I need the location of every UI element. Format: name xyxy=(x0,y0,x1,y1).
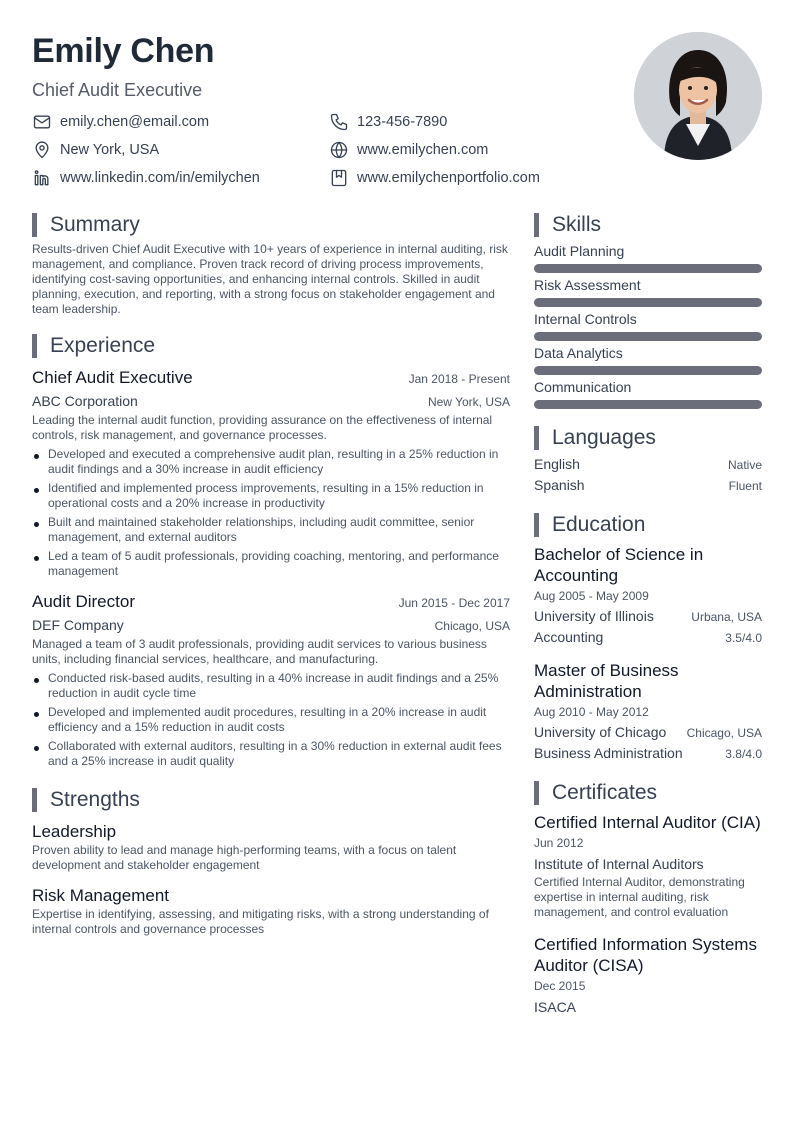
language-name: English xyxy=(534,456,580,472)
skill-item xyxy=(534,378,762,409)
certificate-date: Dec 2015 xyxy=(534,979,586,993)
strength-name: Risk Management xyxy=(32,886,170,905)
heading-accent-bar xyxy=(534,513,539,537)
skill-name: Communication xyxy=(534,379,632,395)
skills-heading: Skills xyxy=(552,213,602,236)
skill-name: Data Analytics xyxy=(534,345,623,361)
section-heading xyxy=(32,333,510,359)
job-bullet: Conducted risk-based audits, resulting in a 40% increase in audit findings and a 25% reduction in audit cycle time xyxy=(32,671,510,701)
job-dates: Jan 2018 - Present xyxy=(408,372,510,386)
strength-name: Leadership xyxy=(32,822,117,841)
job-location: New York, USA xyxy=(427,395,510,409)
section-heading xyxy=(32,787,510,813)
skill-item xyxy=(534,344,762,375)
certificates-section xyxy=(534,780,762,1016)
heading-accent-bar xyxy=(32,788,37,812)
languages-section xyxy=(534,425,762,494)
gpa: 3.8/4.0 xyxy=(725,747,762,761)
language-level: Native xyxy=(727,458,762,472)
education-entry xyxy=(534,544,762,646)
gpa: 3.5/4.0 xyxy=(725,631,762,645)
education-entry xyxy=(534,660,762,762)
section-heading xyxy=(534,780,762,806)
school-name: University of Illinois xyxy=(534,608,654,624)
school-name: University of Chicago xyxy=(534,724,667,740)
skill-name: Risk Assessment xyxy=(534,277,641,293)
strengths-section xyxy=(32,787,510,937)
mail-icon xyxy=(32,112,60,132)
job-bullet: Led a team of 5 audit professionals, providing coaching, mentoring, and performance management xyxy=(32,549,510,579)
job-entry xyxy=(32,367,510,579)
skill-item xyxy=(534,242,762,273)
contact-website[interactable] xyxy=(329,140,488,160)
heading-accent-bar xyxy=(534,213,539,237)
job-title: Audit Director xyxy=(32,592,135,611)
experience-heading: Experience xyxy=(50,334,156,357)
strength-description: Expertise in identifying, assessing, and mitigating risks, with a strong understanding of internal controls and governance processes xyxy=(32,907,489,936)
education-section xyxy=(534,512,762,762)
certificate-name: Certified Internal Auditor (CIA) xyxy=(534,813,761,832)
education-heading: Education xyxy=(552,513,646,536)
phone-icon xyxy=(329,112,357,132)
skill-level-bar xyxy=(534,264,762,273)
skill-level-bar xyxy=(534,298,762,307)
linkedin-icon xyxy=(32,168,60,188)
job-location: Chicago, USA xyxy=(434,619,510,633)
heading-accent-bar xyxy=(534,781,539,805)
skills-section xyxy=(534,212,762,409)
strength-description: Proven ability to lead and manage high-performing teams, with a focus on talent development and stakeholder engagement xyxy=(32,843,457,872)
phone-text: 123-456-7890 xyxy=(357,114,448,130)
certificate-name: Certified Information Systems Auditor (CISA) xyxy=(534,935,757,975)
job-entry xyxy=(32,591,510,769)
field-of-study: Accounting xyxy=(534,629,604,645)
heading-accent-bar xyxy=(32,334,37,358)
website-text: www.emilychen.com xyxy=(357,142,489,158)
job-description: Leading the internal audit function, providing assurance on the effectiveness of internal controls, risk management, and governance processes. xyxy=(32,413,493,442)
summary-text: Results-driven Chief Audit Executive with 10+ years of experience in internal auditing, risk management, and compliance. Proven track record of driving process improvements, identifying cost-saving opportunities, and enhancing internal controls. Skilled in audit planning, execution, and reporting, with a strong focus on stakeholder engagement and team leadership. xyxy=(32,242,508,316)
contact-email[interactable] xyxy=(32,112,209,132)
skill-level-bar xyxy=(534,366,762,375)
contact-portfolio[interactable] xyxy=(329,168,540,188)
contact-linkedin[interactable] xyxy=(32,168,260,188)
skill-name: Audit Planning xyxy=(534,243,625,259)
job-bullet: Identified and implemented process improvements, resulting in a 15% reduction in operational costs and a 20% increase in productivity xyxy=(32,481,510,511)
profile-photo xyxy=(634,32,762,160)
education-dates: Aug 2005 - May 2009 xyxy=(534,589,649,603)
contact-phone[interactable] xyxy=(329,112,447,132)
section-heading xyxy=(534,212,762,238)
job-bullet: Built and maintained stakeholder relationships, including audit committee, senior management, and external auditors xyxy=(32,515,510,545)
certificate-description: Certified Internal Auditor, demonstrating expertise in internal auditing, risk management, and control evaluation xyxy=(534,875,745,919)
candidate-title: Chief Audit Executive xyxy=(32,80,203,100)
job-bullets xyxy=(32,447,510,579)
language-name: Spanish xyxy=(534,477,585,493)
section-heading xyxy=(534,425,762,451)
right-column xyxy=(534,212,762,1016)
avatar xyxy=(634,32,762,160)
portfolio-text: www.emilychenportfolio.com xyxy=(357,170,540,186)
field-of-study: Business Administration xyxy=(534,745,683,761)
degree-name: Bachelor of Science in Accounting xyxy=(534,545,704,585)
left-column xyxy=(32,212,510,937)
school-location: Urbana, USA xyxy=(691,610,762,624)
section-heading xyxy=(32,212,510,238)
certificates-heading: Certificates xyxy=(552,781,658,804)
linkedin-text: www.linkedin.com/in/emilychen xyxy=(60,170,260,186)
job-bullet: Collaborated with external auditors, resulting in a 30% reduction in external audit fees and a 25% increase in audit quality xyxy=(32,739,510,769)
job-bullets xyxy=(32,671,510,769)
strengths-heading: Strengths xyxy=(50,788,140,811)
job-title: Chief Audit Executive xyxy=(32,368,193,387)
location-text: New York, USA xyxy=(60,142,160,158)
languages-heading: Languages xyxy=(552,426,656,449)
candidate-name: Emily Chen xyxy=(32,32,215,70)
map-pin-icon xyxy=(32,140,60,160)
skill-name: Internal Controls xyxy=(534,311,637,327)
experience-section xyxy=(32,333,510,769)
summary-section xyxy=(32,212,510,317)
certificate-entry xyxy=(534,934,762,1016)
job-bullet: Developed and implemented audit procedures, resulting in a 20% increase in audit efficiency and a 15% reduction in audit costs xyxy=(32,705,510,735)
certificate-issuer: Institute of Internal Auditors xyxy=(534,856,704,872)
job-bullet: Developed and executed a comprehensive audit plan, resulting in a 25% reduction in audit findings and a 30% increase in audit efficiency xyxy=(32,447,510,477)
job-dates: Jun 2015 - Dec 2017 xyxy=(398,596,510,610)
certificate-date: Jun 2012 xyxy=(534,836,584,850)
language-item xyxy=(534,476,762,494)
heading-accent-bar xyxy=(534,426,539,450)
globe-icon xyxy=(329,140,357,160)
bookmark-icon xyxy=(329,168,357,188)
job-description: Managed a team of 3 audit professionals, providing audit services to various business units, including financial services, healthcare, and manufacturing. xyxy=(32,637,487,666)
education-dates: Aug 2010 - May 2012 xyxy=(534,705,649,719)
degree-name: Master of Business Administration xyxy=(534,661,679,701)
job-company: DEF Company xyxy=(32,617,124,633)
skill-item xyxy=(534,310,762,341)
section-heading xyxy=(534,512,762,538)
language-item xyxy=(534,455,762,473)
certificate-entry xyxy=(534,812,762,920)
job-company: ABC Corporation xyxy=(32,393,138,409)
skill-level-bar xyxy=(534,332,762,341)
heading-accent-bar xyxy=(32,213,37,237)
contact-location xyxy=(32,140,159,160)
skill-item xyxy=(534,276,762,307)
email-text: emily.chen@email.com xyxy=(60,114,210,130)
school-location: Chicago, USA xyxy=(686,726,762,740)
certificate-issuer: ISACA xyxy=(534,999,577,1015)
language-level: Fluent xyxy=(728,479,762,493)
skill-level-bar xyxy=(534,400,762,409)
summary-heading: Summary xyxy=(50,213,140,236)
